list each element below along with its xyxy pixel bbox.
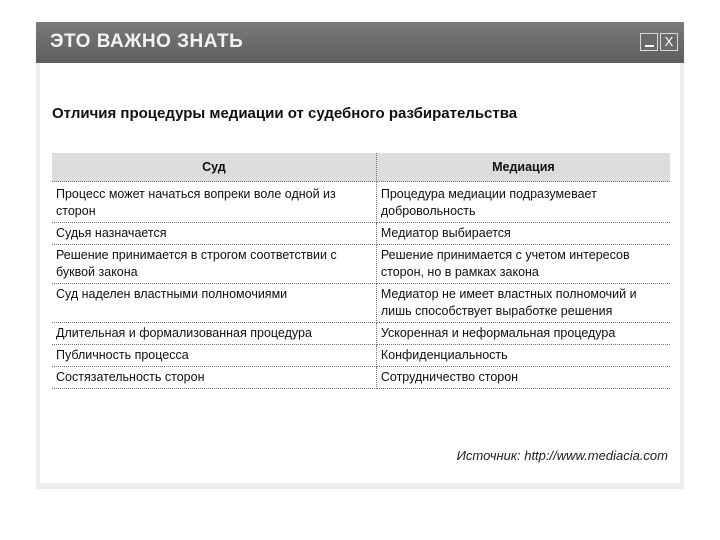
window-content [40, 63, 680, 483]
table-cell: Длительная и формализованная процедура [52, 323, 376, 345]
table-row [52, 323, 670, 345]
table-cell: Ускоренная и неформальная процедура [376, 323, 670, 345]
table-row [52, 182, 670, 223]
table-row [52, 367, 670, 389]
table-cell: Судья назначается [52, 223, 376, 245]
table-cell: Медиатор не имеет властных полномочий и лишь способствует выработке решения [376, 284, 670, 323]
page-title: Отличия процедуры медиации от судебного разбирательства [52, 105, 518, 122]
table-row [52, 245, 670, 284]
table-cell: Медиатор выбирается [376, 223, 670, 245]
close-button[interactable] [660, 33, 678, 51]
table-cell: Процесс может начаться вопреки воле одной из сторон [52, 182, 376, 223]
table-cell: Решение принимается с учетом интересов сторон, но в рамках закона [376, 245, 670, 284]
window-titlebar [36, 22, 684, 63]
table-row [52, 284, 670, 323]
minimize-icon [645, 45, 654, 47]
source-citation: Источник: http://www.mediacia.com [456, 448, 668, 463]
window-title: ЭТО ВАЖНО ЗНАТЬ [50, 31, 244, 52]
table-cell: Состязательность сторон [52, 367, 376, 389]
table-cell: Решение принимается в строгом соответствии с буквой закона [52, 245, 376, 284]
table-cell: Публичность процесса [52, 345, 376, 367]
close-icon: X [664, 34, 674, 49]
column-header-mediation: Медиация [376, 153, 670, 182]
table-cell: Суд наделен властными полномочиями [52, 284, 376, 323]
table-cell: Процедура медиации подразумевает добровольность [376, 182, 670, 223]
column-header-court: Суд [52, 153, 376, 182]
table-cell: Сотрудничество сторон [376, 367, 670, 389]
comparison-table [52, 153, 670, 389]
table-row [52, 345, 670, 367]
table-cell: Конфиденциальность [376, 345, 670, 367]
table-row [52, 223, 670, 245]
table-header-row [52, 153, 670, 182]
info-window [36, 22, 684, 489]
minimize-button[interactable] [640, 33, 658, 51]
